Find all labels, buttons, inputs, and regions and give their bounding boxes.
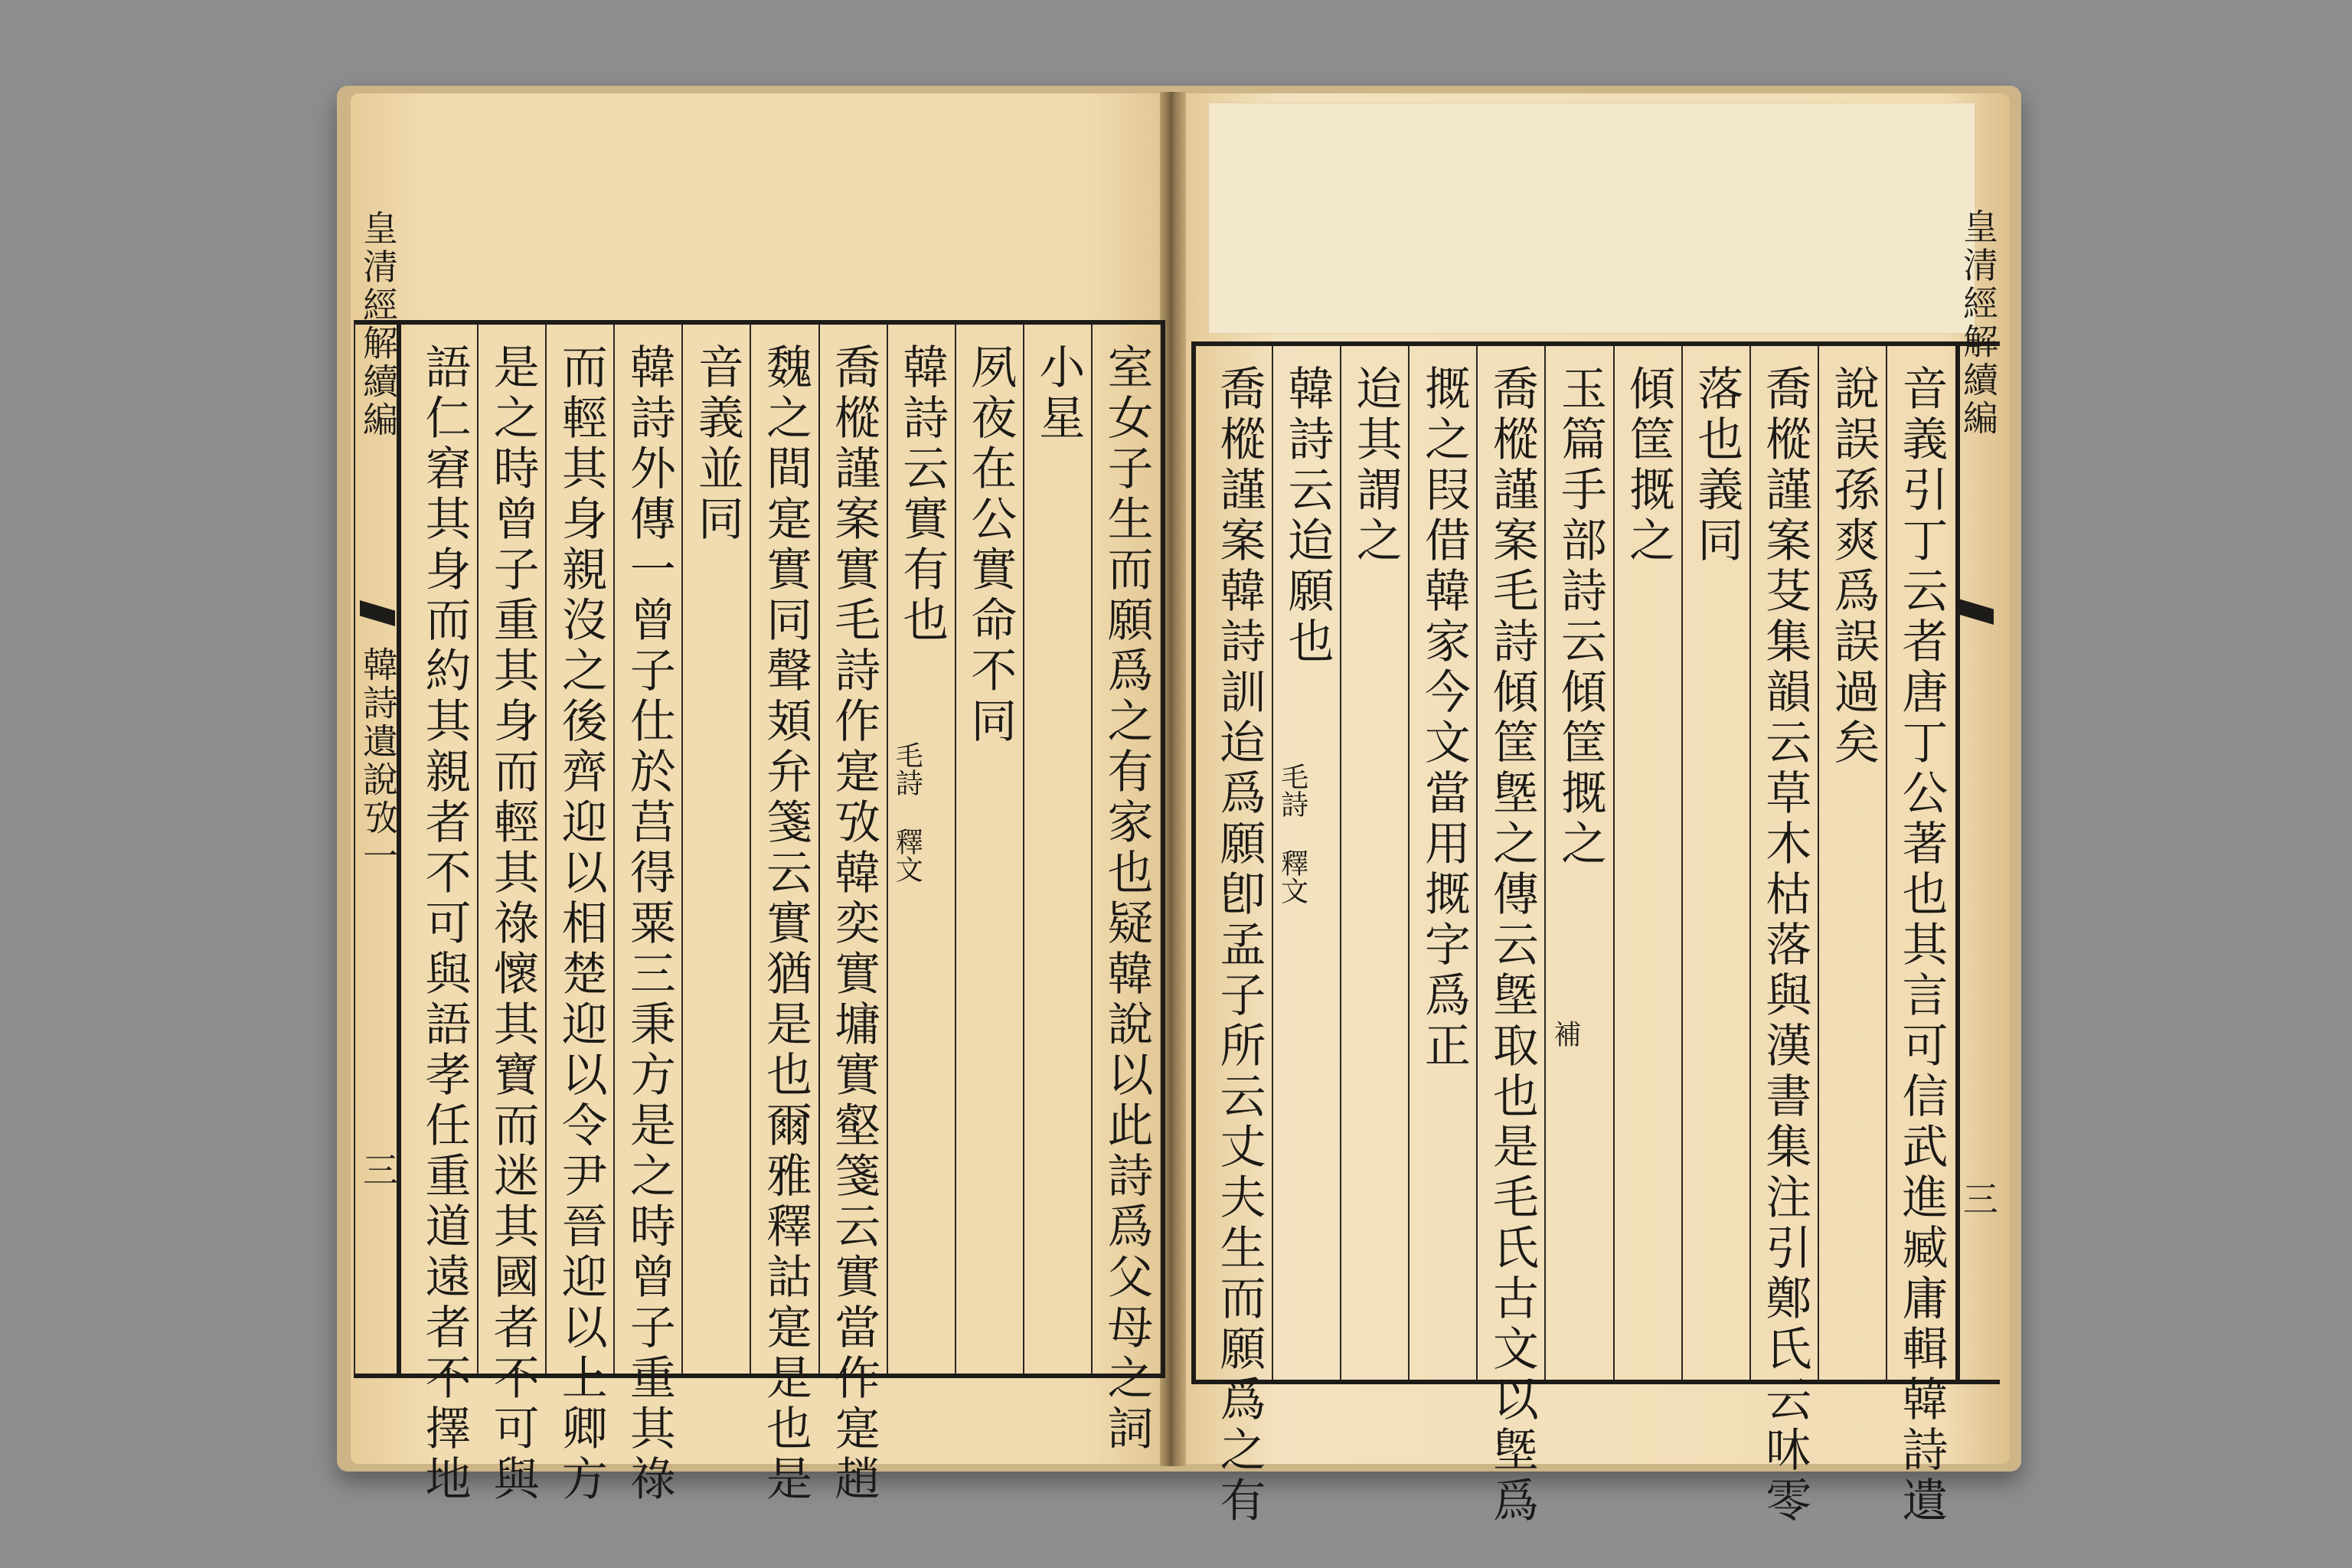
column-text: 迨其謂之 xyxy=(1348,364,1403,567)
text-column xyxy=(410,325,479,1505)
banxin-book-title: 皇清經解續編 xyxy=(358,210,399,439)
fishtail-mark xyxy=(360,600,395,626)
banxin-book-title-right: 皇清經解續編 xyxy=(1958,208,1999,438)
text-column xyxy=(1886,346,1955,1527)
text-column xyxy=(1408,346,1478,1380)
banxin-chapter: 韓詩遺說攷一 xyxy=(358,646,399,876)
text-column xyxy=(1272,346,1341,1380)
column-text: 喬樅謹案芟集韻云草木枯落與漢書集注引鄭氏云㕲零 xyxy=(1758,364,1812,1527)
column-text: 魏之間寔實同聲頍弁箋云實猶是也爾雅釋詁寔是也是 xyxy=(759,343,812,1505)
text-column xyxy=(1023,325,1093,1374)
column-text: 室女子生而願爲之有家也疑韓說以此詩爲父母之詞 xyxy=(1099,343,1154,1455)
fishtail-mark-right xyxy=(1958,599,1994,625)
text-column xyxy=(1681,346,1751,1380)
column-text: 音義引丁云者唐丁公著也其言可信武進臧庸輯韓詩遺 xyxy=(1894,364,1949,1527)
right-banxin xyxy=(1954,208,2000,1384)
text-column xyxy=(887,325,956,1374)
text-column xyxy=(750,325,819,1505)
banxin-folio-right: 三 xyxy=(1958,1181,1999,1219)
column-text: 而輕其身親沒之後齊迎以相楚迎以令尹晉迎以上卿方 xyxy=(554,343,608,1505)
right-text-frame xyxy=(1191,341,1960,1527)
column-text: 是之時曾子重其身而輕其祿懷其寶而迷其國者不可與 xyxy=(485,343,540,1505)
text-column xyxy=(545,325,615,1505)
column-text: 語仁窘其身而約其親者不可與語孝任重道遠者不擇地 xyxy=(417,343,472,1505)
text-column xyxy=(1340,346,1410,1380)
left-banxin xyxy=(354,210,399,1378)
column-text: 說誤孫爽爲誤過矣 xyxy=(1826,364,1880,769)
column-annotation: 毛詩 釋文 xyxy=(891,741,923,883)
column-text: 小星 xyxy=(1031,343,1086,444)
column-text: 喬樅謹案韓詩訓迨爲願卽孟子所云丈夫生而願爲之有 xyxy=(1212,364,1266,1527)
text-column xyxy=(1749,346,1819,1527)
column-text: 傾筐摡之 xyxy=(1622,364,1676,567)
left-text-frame xyxy=(397,320,1165,1505)
column-text: 韓詩云迨願也 xyxy=(1280,364,1334,668)
column-text: 韓詩外傳一曾子仕於莒得粟三秉方是之時曾子重其祿 xyxy=(622,343,676,1505)
text-column xyxy=(613,325,683,1505)
paper-repair-patch xyxy=(1208,103,1975,334)
column-text: 韓詩云實有也 xyxy=(895,343,949,646)
column-text: 喬樅謹案實毛詩作寔攷韓奕實墉實壑箋云實當作寔趙 xyxy=(827,343,881,1505)
text-column xyxy=(1476,346,1546,1527)
column-text: 夙夜在公實命不同 xyxy=(963,343,1018,747)
column-text: 玉篇手部詩云傾筐摡之 xyxy=(1553,364,1607,870)
column-annotation: 毛詩 釋文 xyxy=(1276,763,1308,904)
text-column xyxy=(955,325,1024,1374)
text-column xyxy=(681,325,751,1374)
column-text: 音義並同 xyxy=(690,343,744,545)
text-column xyxy=(1818,346,1887,1380)
column-text: 落也義同 xyxy=(1690,364,1744,567)
text-column xyxy=(818,325,888,1505)
text-column xyxy=(477,325,547,1505)
text-column xyxy=(1205,346,1273,1527)
text-column xyxy=(1091,325,1161,1455)
text-column xyxy=(1544,346,1614,1380)
text-column xyxy=(1613,346,1683,1380)
column-text: 喬樅謹案毛詩傾筐墍之傳云墍取也是毛氏古文以墍爲 xyxy=(1485,364,1539,1527)
column-annotation: 補 xyxy=(1550,1020,1581,1047)
column-text: 摡之叚借韓家今文當用摡字爲正 xyxy=(1416,364,1471,1072)
banxin-folio: 三 xyxy=(358,1152,399,1190)
